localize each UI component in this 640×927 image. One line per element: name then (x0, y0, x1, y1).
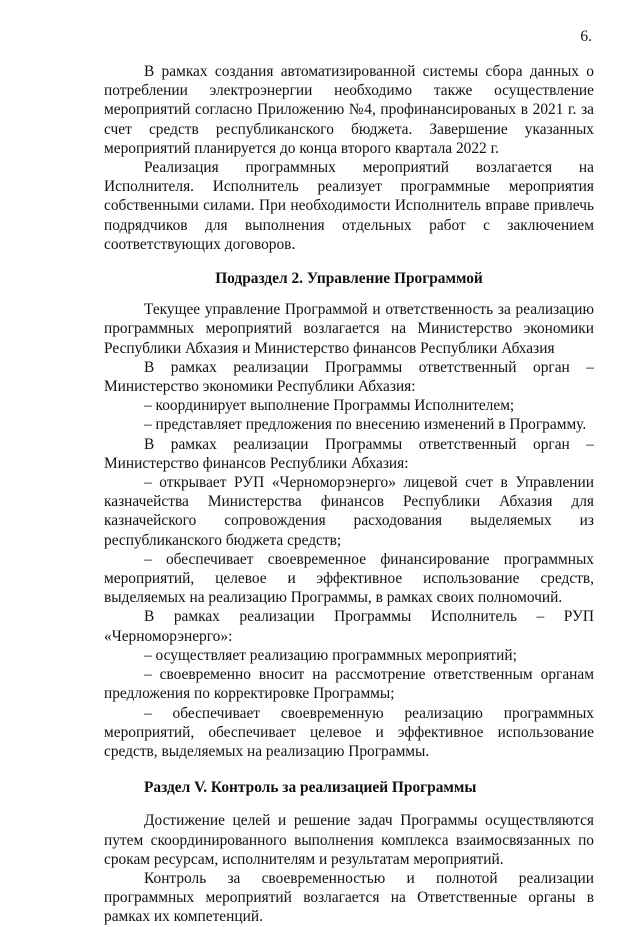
paragraph-metering-system: В рамках создания автоматизированной системы сбора данных о потреблении электроэнергии необходимо также осуществление мероприятий согласно Приложению №4, профинансированых в 2021 г. за счет средств республиканского бюджета. Завершение указанных мероприятий планируется до конца второго квартала 2022 г. (104, 63, 594, 157)
page-number: 6. (580, 28, 592, 45)
paragraph-executor-intro: В рамках реализации Программы Исполнитель – РУП «Черноморэнерго»: (104, 608, 594, 645)
list-item: – обеспечивает своевременную реализацию программных мероприятий, обеспечивает целевое и эффективное использование средств, выделяемых на реализацию Программы. (104, 704, 594, 760)
subsection-heading: Подраздел 2. Управление Программой (215, 270, 483, 288)
document-body (104, 62, 594, 927)
list-item: – координирует выполнение Программы Исполнителем; (144, 397, 515, 415)
paragraph-executor-implementation: Реализация программных мероприятий возлагается на Исполнителя. Исполнитель реализует программные мероприятия собственными силами. При необходимости Исполнитель вправе привлечь подрядчиков для выполнения отдельных работ с заключением соответствующих договоров. (104, 159, 594, 253)
paragraph-management-intro: Текущее управление Программой и ответственность за реализацию программных мероприятий возлагается на Министерство экономики Республики Абхазия и Министерство финансов Республики Абхазия (104, 301, 594, 357)
section-heading: Раздел V. Контроль за реализацией Программы (144, 779, 477, 797)
list-item: – открывает РУП «Черноморэнерго» лицевой счет в Управлении казначейства Министерства финансов Республики Абхазия для казначейского сопровождения расходования выделяемых из республиканского бюджета средств; (104, 474, 594, 549)
paragraph-finance-ministry-intro: В рамках реализации Программы ответственный орган – Министерство финансов Республики Абхазия: (104, 435, 594, 472)
list-item: – осуществляет реализацию программных мероприятий; (144, 646, 517, 664)
list-item: – обеспечивает своевременное финансирование программных мероприятий, целевое и эффективное использование средств, выделяемых на реализацию Программы, в рамках своих полномочий. (104, 550, 594, 607)
list-item: – представляет предложения по внесению изменений в Программу. (144, 416, 587, 434)
paragraph-economy-ministry-intro: В рамках реализации Программы ответственный орган – Министерство экономики Республики Абхазия: (104, 358, 594, 396)
paragraph-control-responsibility: Контроль за своевременностью и полнотой реализации программных мероприятий возлагается на Ответственные органы в рамках их компетенций. (104, 869, 594, 926)
paragraph-goals-achievement: Достижение целей и решение задач Программы осуществляются путем скоординированного выполнения комплекса взаимосвязанных по срокам ресурсам, исполнителям и результатам мероприятий. (104, 812, 594, 868)
list-item: – своевременно вносит на рассмотрение ответственным органам предложения по корректировке Программы; (104, 666, 594, 703)
